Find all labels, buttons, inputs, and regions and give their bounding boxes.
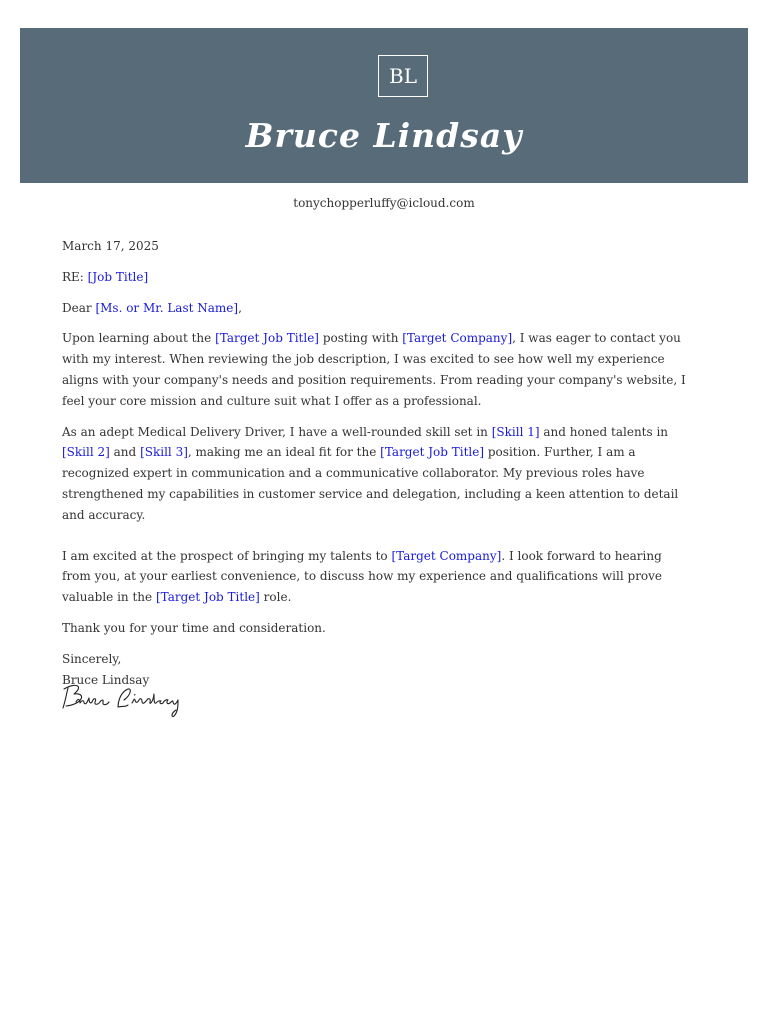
letter-date: March 17, 2025 xyxy=(62,239,159,253)
closing-name: Bruce Lindsay xyxy=(62,672,150,687)
p2-text-3: and xyxy=(113,445,137,460)
p1-text-1: Upon learning about the xyxy=(62,331,212,346)
letter-paragraph-2 xyxy=(62,422,694,526)
letter-thanks: Thank you for your time and consideration. xyxy=(62,620,326,635)
p1-text-3: , I was eager to contact you with my interest. When reviewing the job description, I was excited to see how well my experience aligns with your company's needs and position requirements. From reading your company's website, I feel your core mission and culture suit what I offer as a professional. xyxy=(62,331,686,408)
letter-paragraph-1 xyxy=(62,328,694,411)
salutation-label: Dear xyxy=(62,300,92,315)
re-label: RE: xyxy=(62,269,84,284)
p2-text-1: As an adept Medical Delivery Driver, I have a well-rounded skill set in xyxy=(62,424,488,439)
closing-word: Sincerely, xyxy=(62,651,122,666)
header-banner xyxy=(20,28,748,183)
p2-skill-3: [Skill 3] xyxy=(140,445,188,460)
p3-text-1: I am excited at the prospect of bringing my talents to xyxy=(62,548,388,563)
p2-target-job-title: [Target Job Title] xyxy=(380,445,485,460)
p2-text-2: and honed talents in xyxy=(543,424,669,439)
candidate-name: Bruce Lindsay xyxy=(245,116,523,155)
letter-salutation xyxy=(62,298,694,319)
paragraph-gap xyxy=(62,536,694,546)
p2-text-4: , making me an ideal fit for the xyxy=(187,445,377,460)
p3-target-job-title: [Target Job Title] xyxy=(155,590,260,605)
salutation-name-placeholder: [Ms. or Mr. Last Name] xyxy=(95,300,239,315)
p3-text-3: role. xyxy=(263,590,292,605)
letter-body xyxy=(62,236,694,690)
handwritten-signature xyxy=(62,676,222,726)
letter-paragraph-3 xyxy=(62,546,694,608)
p1-target-company: [Target Company] xyxy=(402,331,513,346)
p3-target-company: [Target Company] xyxy=(391,548,502,563)
p3-text-2: . I look forward to hearing from you, at your earliest convenience, to discuss how my experience and qualifications will prove valuable in the xyxy=(62,548,663,605)
salutation-comma: , xyxy=(238,300,242,315)
contact-email: tonychopperluffy@icloud.com xyxy=(293,196,475,210)
re-job-title-placeholder: [Job Title] xyxy=(87,269,149,284)
p2-skill-2: [Skill 2] xyxy=(62,445,110,460)
p2-skill-1: [Skill 1] xyxy=(491,424,540,439)
p2-text-5: position. Further, I am a recognized expert in communication and a communicative collaborator. My previous roles have strengthened my capabilities in customer service and delegation, including a keen attention to detail and accuracy. xyxy=(62,445,679,522)
p1-target-job-title: [Target Job Title] xyxy=(215,331,319,346)
monogram-badge: BL xyxy=(378,55,428,97)
letter-re-line xyxy=(62,267,694,288)
p1-text-2: posting with xyxy=(322,331,399,346)
